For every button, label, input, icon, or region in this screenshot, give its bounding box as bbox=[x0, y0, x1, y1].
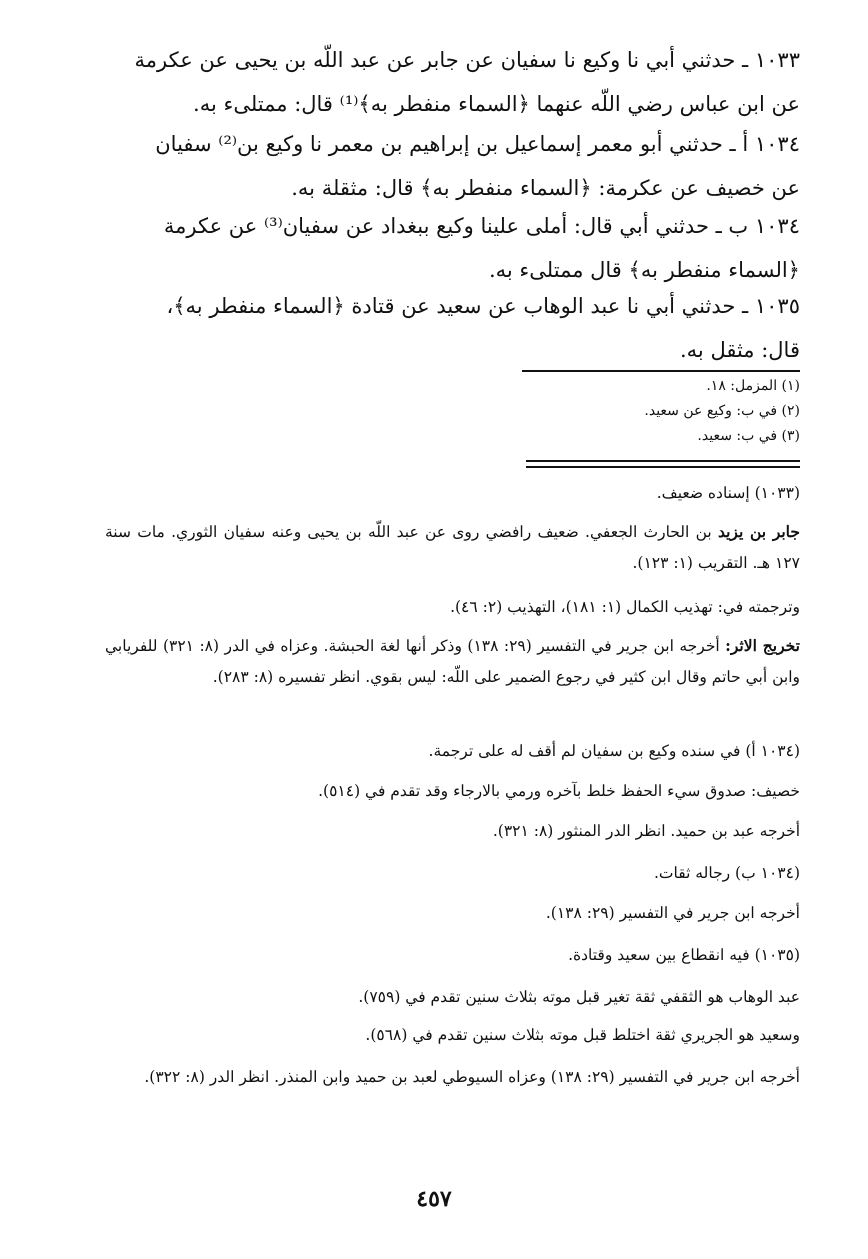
page-number: ٤٥٧ bbox=[416, 1186, 452, 1212]
hadith-line: قال: مثقل به. bbox=[679, 338, 800, 362]
hadith-1034b bbox=[110, 204, 800, 292]
note-1035: (١٠٣٥) فيه انقطاع بين سعيد وقتادة. bbox=[568, 946, 800, 964]
hadith-1034a bbox=[110, 122, 800, 210]
hadith-1035 bbox=[110, 284, 800, 372]
hadith-line: ١٠٣٤ أ ـ حدثني أبو معمر إسماعيل بن إبراهيم بن معمر نا وكيع بن⁽²⁾ سفيان bbox=[155, 132, 800, 156]
footnote-item: (١) المزمل: ١٨. bbox=[706, 378, 800, 394]
footnote-separator bbox=[522, 370, 800, 372]
footnote-item: (٢) في ب: وكيع عن سعيد. bbox=[644, 403, 800, 419]
hadith-line: عن ابن عباس رضي اللّه عنهما ﴿السماء منفطر به﴾⁽¹⁾ قال: ممتلىء به. bbox=[193, 92, 800, 116]
note-abd-humayd: أخرجه عبد بن حميد. انظر الدر المنثور (٨: ٣٢١). bbox=[492, 822, 800, 840]
note-suyuti: أخرجه ابن جرير في التفسير (٢٩: ١٣٨) وعزاه السيوطي لعبد بن حميد وابن المنذر. انظر الدر (٨: ٣٢٢). bbox=[144, 1068, 800, 1086]
hadith-1033 bbox=[110, 38, 800, 126]
footnotes bbox=[520, 374, 800, 449]
note-ibn-jarir: أخرجه ابن جرير في التفسير (٢٩: ١٣٨). bbox=[545, 904, 800, 922]
hadith-line: ﴿السماء منفطر به﴾ قال ممتلىء به. bbox=[488, 258, 800, 282]
note-said-jurayri: وسعيد هو الجريري ثقة اختلط قبل موته بثلاث سنين تقدم في (٥٦٨). bbox=[365, 1026, 800, 1044]
footnote-item: (٣) في ب: سعيد. bbox=[697, 428, 800, 444]
note-khusayf: خصيف: صدوق سيء الحفظ خلط بآخره ورمي بالارجاء وقد تقدم في (٥١٤). bbox=[318, 782, 800, 800]
hadith-line: عن خصيف عن عكرمة: ﴿السماء منفطر به﴾ قال: مثقلة به. bbox=[291, 176, 800, 200]
note-jabir-tarjama: وترجمته في: تهذيب الكمال (١: ١٨١)، التهذيب (٢: ٤٦). bbox=[450, 598, 800, 616]
note-text: أخرجه ابن جرير في التفسير (٢٩: ١٣٨) وذكر أنها لغة الحبشة. وعزاه في الدر (٨: ٣٢١) للفريابي وابن أبي حاتم وقال ابن كثير في رجوع الضمير على اللّه: ليس بقوي. انظر تفسيره (٨: ٢٨٣). bbox=[105, 637, 800, 686]
note-1034a: (١٠٣٤ أ) في سنده وكيع بن سفيان لم أقف له على ترجمة. bbox=[428, 742, 800, 760]
commentary-separator-bottom bbox=[526, 466, 800, 468]
note-takhrij bbox=[105, 630, 800, 693]
note-1034b: (١٠٣٤ ب) رجاله ثقات. bbox=[653, 864, 800, 882]
note-lead: جابر بن يزيد bbox=[717, 522, 800, 541]
commentary-separator-top bbox=[526, 460, 800, 462]
note-jabir-bio bbox=[105, 516, 800, 579]
note-lead: تخريج الاثر: bbox=[725, 636, 800, 655]
hadith-line: ١٠٣٤ ب ـ حدثني أبي قال: أملى علينا وكيع ببغداد عن سفيان⁽³⁾ عن عكرمة bbox=[163, 214, 800, 238]
note-text: بن الحارث الجعفي. ضعيف رافضي روى عن عبد اللّه بن يحيى وعنه سفيان الثوري. مات سنة ١٢٧ هـ. التقريب (١: ١٢٣). bbox=[105, 523, 800, 572]
hadith-line: ١٠٣٣ ـ حدثني أبي نا وكيع نا سفيان عن جابر عن عبد اللّه بن يحيى عن عكرمة bbox=[134, 48, 800, 72]
note-1033-isnad: (١٠٣٣) إسناده ضعيف. bbox=[656, 484, 800, 502]
hadith-line: ١٠٣٥ ـ حدثني أبي نا عبد الوهاب عن سعيد عن قتادة ﴿السماء منفطر به﴾، bbox=[166, 294, 800, 318]
note-abd-alwahhab: عبد الوهاب هو الثقفي ثقة تغير قبل موته بثلاث سنين تقدم في (٧٥٩). bbox=[358, 988, 800, 1006]
